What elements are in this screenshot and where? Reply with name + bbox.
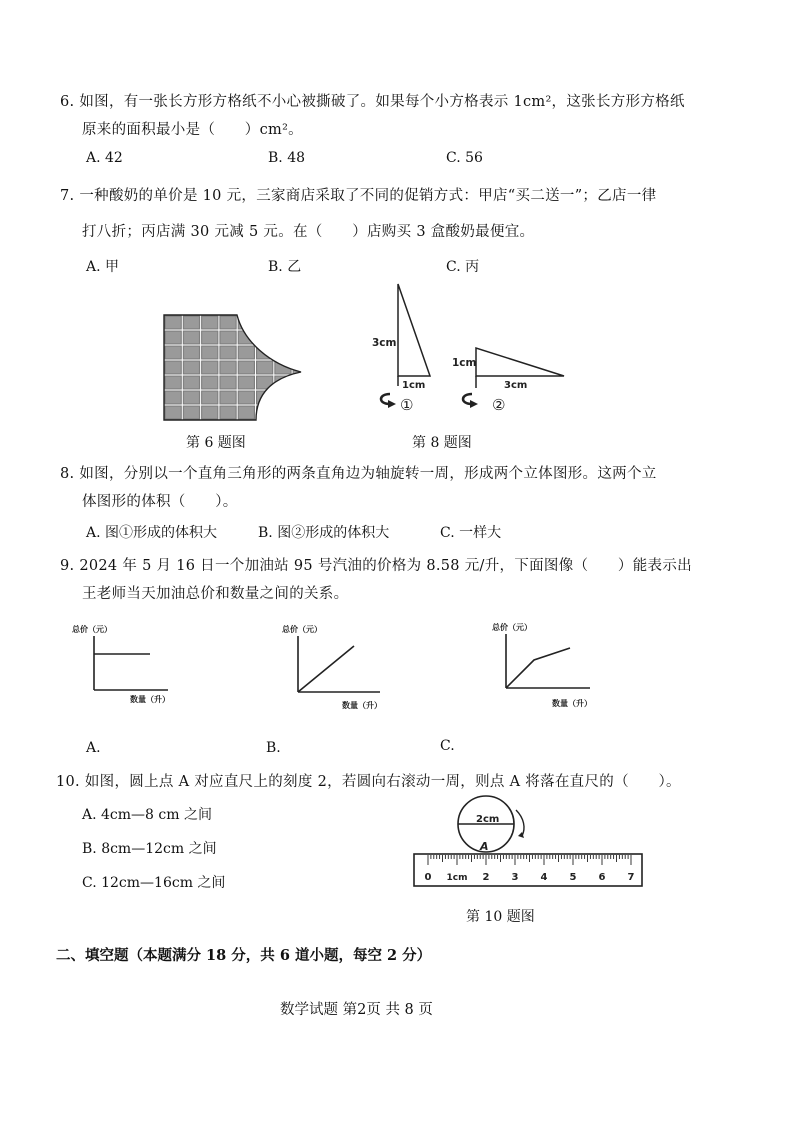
q9-graph-b [270, 622, 390, 714]
q9-option-b: B. [266, 740, 281, 756]
q8-fig1-base-label: 1cm [402, 380, 426, 391]
q7-option-c: C. 丙 [446, 259, 480, 275]
q6-stem-line2: 原来的面积最小是（ ）cm²。 [82, 122, 303, 138]
q10-option-b: B. 8cm—12cm 之间 [82, 841, 217, 857]
q9-graph-a-ylabel: 总价（元） [72, 625, 112, 634]
q9-option-a: A. [86, 740, 101, 756]
q8-fig1-marker: ① [400, 396, 414, 414]
q9-stem-line1: 9. 2024 年 5 月 16 日一个加油站 95 号汽油的价格为 8.58 元/升，下面图像（ ）能表示出 [60, 558, 692, 574]
q9-graph-b-line [298, 646, 354, 692]
q8-triangle-1 [398, 284, 430, 376]
q8-stem-line2: 体图形的体积（ ）。 [82, 494, 238, 510]
q9-graph-a-xlabel: 数量（升） [130, 695, 170, 704]
ruler-label: 4 [540, 872, 548, 883]
q8-triangle-figures [368, 280, 578, 420]
q8-fig1-height-label: 3cm [372, 337, 397, 349]
ruler-label: 2 [482, 872, 490, 883]
q8-triangle-2 [476, 348, 564, 376]
q6-figure-caption: 第 6 题图 [186, 435, 246, 451]
q8-fig2-base-label: 3cm [504, 380, 528, 391]
q8-figure-caption: 第 8 题图 [412, 435, 472, 451]
ruler-label: 6 [598, 872, 606, 883]
q6-option-a: A. 42 [86, 150, 123, 166]
ruler-label: 7 [627, 872, 635, 883]
q9-graph-c-ylabel: 总价（元） [492, 623, 532, 632]
q6-torn-grid-figure [160, 312, 308, 424]
q10-diameter-label: 2cm [476, 814, 500, 825]
q7-option-a: A. 甲 [86, 259, 120, 275]
q7-stem-line2: 打八折；丙店满 30 元减 5 元。在（ ）店购买 3 盒酸奶最便宜。 [82, 224, 535, 240]
q10-figure-caption: 第 10 题图 [466, 909, 535, 925]
q10-point-a-label: A [480, 840, 489, 853]
arrow-head-icon [388, 400, 396, 408]
q10-option-c: C. 12cm—16cm 之间 [82, 875, 226, 891]
q9-graph-c-xlabel: 数量（升） [552, 699, 592, 708]
q10-circle-ruler-figure [410, 794, 648, 894]
q9-stem-line2: 王老师当天加油总价和数量之间的关系。 [82, 586, 349, 602]
q6-option-c: C. 56 [446, 150, 483, 166]
q9-graph-a [68, 622, 178, 706]
ruler-label: 1cm [446, 873, 468, 883]
q9-graph-c-line [506, 648, 570, 688]
ruler-label: 5 [569, 872, 577, 883]
q8-option-a: A. 图①形成的体积大 [86, 525, 218, 541]
q7-stem-line1: 7. 一种酸奶的单价是 10 元，三家商店采取了不同的促销方式：甲店“买二送一”；乙店一律 [60, 188, 657, 204]
ruler-label: 3 [511, 872, 519, 883]
q9-graph-b-ylabel: 总价（元） [282, 625, 322, 634]
q8-fig2-marker: ② [492, 396, 506, 414]
section-2-heading: 二、填空题（本题满分 18 分，共 6 道小题，每空 2 分） [56, 947, 432, 964]
q8-option-b: B. 图②形成的体积大 [258, 525, 390, 541]
q7-option-b: B. 乙 [268, 259, 302, 275]
q10-stem: 10. 如图，圆上点 A 对应直尺上的刻度 2，若圆向右滚动一周，则点 A 将落在直尺的（ ）。 [56, 774, 681, 790]
q9-option-c: C. [440, 738, 455, 754]
q6-stem-line1: 6. 如图，有一张长方形方格纸不小心被撕破了。如果每个小方格表示 1cm²，这张长方形方格纸 [60, 94, 685, 110]
ruler-label: 0 [424, 872, 432, 883]
q8-option-c: C. 一样大 [440, 525, 502, 541]
rolling-arrow-icon [516, 810, 524, 836]
arrow-head-icon [470, 400, 478, 408]
q10-option-a: A. 4cm—8 cm 之间 [82, 807, 212, 823]
q8-stem-line1: 8. 如图，分别以一个直角三角形的两条直角边为轴旋转一周，形成两个立体图形。这两个立 [60, 466, 657, 482]
q9-graph-c [478, 620, 598, 712]
q9-graph-b-xlabel: 数量（升） [342, 701, 382, 710]
q6-option-b: B. 48 [268, 150, 306, 166]
page-footer: 数学试题 第2页 共 8 页 [280, 1002, 433, 1018]
q8-fig2-height-label: 1cm [452, 357, 477, 369]
